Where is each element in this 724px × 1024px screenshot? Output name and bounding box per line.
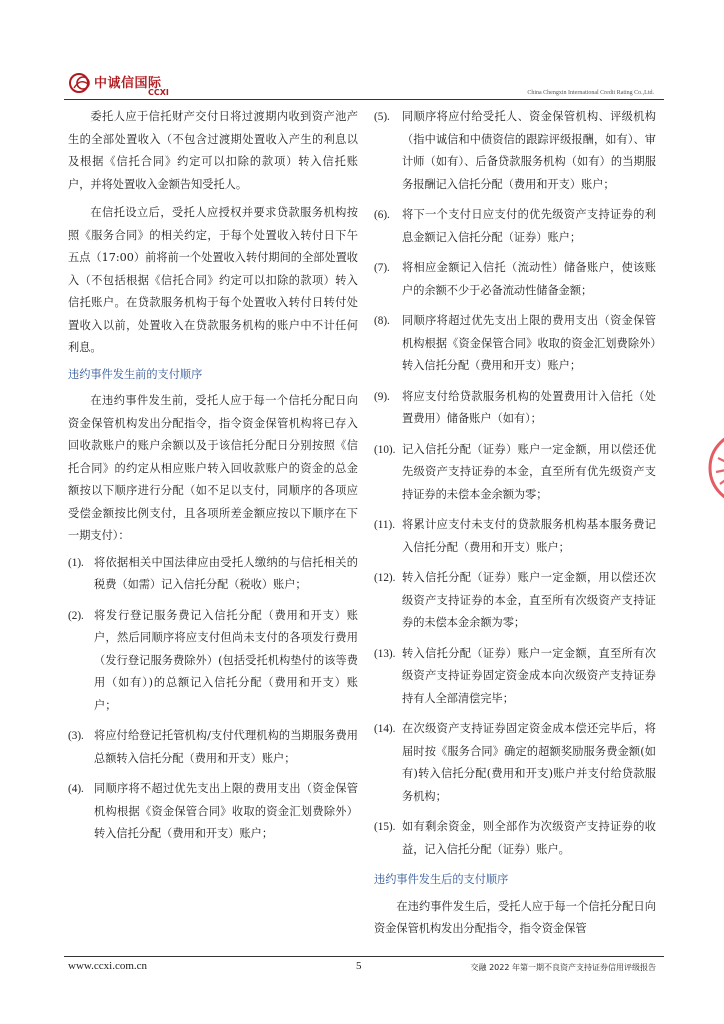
logo-text-cn: 中诚信国际 bbox=[94, 76, 162, 91]
list-item-number: (7). bbox=[374, 262, 390, 274]
list-item-text: 将累计应支付未支付的贷款服务机构基本服务费记入信托分配（费用和开支）账户； bbox=[402, 518, 656, 554]
report-title: 交融 2022 年第一期不良资产支持证券信用评级报告 bbox=[470, 963, 656, 972]
left-column bbox=[68, 106, 358, 854]
list-item bbox=[374, 643, 656, 711]
list-item-number: (12). bbox=[374, 572, 396, 584]
list-item bbox=[374, 257, 656, 302]
paragraph-servicer-transfer: 在信托设立后，受托人应授权并要求贷款服务机构按照《服务合同》的相关约定，于每个处置收入转付日下午五点（17:00）前将前一个处置收入转付期间的全部处置收入（不包括根据《信托合同》约定可以扣除的款项）转入信托账户。在贷款服务机构于每个处置收入转付日转付处置收入以前，处置收入在贷款服务机构的账户中不计任何利息。 bbox=[68, 206, 358, 354]
list-item-number: (14). bbox=[374, 723, 396, 735]
right-column bbox=[374, 106, 656, 945]
list-item-text: 将应支付给贷款服务机构的处置费用计入信托（处置费用）储备账户（如有）； bbox=[402, 389, 656, 425]
list-item-text: 同顺序将不超过优先支出上限的费用支出（资金保管机构根据《资金保管合同》收取的资金汇划费除外）转入信托分配（费用和开支）账户； bbox=[94, 782, 358, 840]
list-item bbox=[374, 386, 656, 431]
page-header bbox=[64, 70, 664, 102]
list-item-number: (11). bbox=[374, 519, 396, 531]
list-item-text: 将依据相关中国法律应由受托人缴纳的与信托相关的税费（如需）记入信托分配（税收）账户； bbox=[94, 555, 358, 591]
list-item bbox=[68, 552, 358, 597]
list-item-number: (13). bbox=[374, 647, 396, 660]
list-item-number: (8). bbox=[374, 315, 390, 327]
list-item-text: 同顺序将应付给受托人、资金保管机构、评级机构（指中诚信和中债资信的跟踪评级报酬，如有）、审计师（如有）、后备贷款服务机构（如有）的当期服务报酬记入信托分配（费用和开支）账户； bbox=[402, 110, 656, 191]
list-item-text: 同顺序将超过优先支出上限的费用支出（资金保管机构根据《资金保管合同》收取的资金汇划费除外）转入信托分配（费用和开支）账户； bbox=[402, 314, 656, 372]
footer-website-link[interactable]: www.ccxi.com.cn bbox=[68, 960, 148, 972]
list-item-number: (5). bbox=[374, 111, 390, 123]
list-item-text: 在次级资产支持证券固定资金成本偿还完毕后，将届时按《服务合同》确定的超额奖励服务费金额(如有)转入信托分配(费用和开支)账户并支付给贷款服务机构； bbox=[402, 722, 656, 803]
list-item-number: (10). bbox=[374, 443, 396, 456]
list-item-number: (3). bbox=[68, 730, 84, 742]
page-number: 5 bbox=[356, 960, 362, 972]
payment-order-list-right bbox=[374, 106, 656, 861]
list-item bbox=[374, 718, 656, 808]
paragraph-pre-default-order: 在违约事件发生前，受托人应于每一个信托分配日向资金保管机构发出分配指令，指令资金保管机构将已存入回收款账户的账户余额以及于该信托分配日分别按照《信托合同》的约定从相应账户转入回收款账户的资金的总金额按以下顺序进行分配（如不足以支付，同顺序的各项应受偿金额按比例支付，且各项所差金额应按以下顺序在下一期支付）： bbox=[68, 394, 358, 542]
payment-order-list-left bbox=[68, 552, 358, 846]
list-item-text: 转入信托分配（证券）账户一定金额，用以偿还次级资产支持证券的本金，直至所有次级资产支持证券的未偿本金余额为零； bbox=[402, 571, 656, 629]
logo-text-en: CCXI bbox=[148, 88, 169, 97]
company-name-en: China Chengxin International Credit Rating Co.,Ltd. bbox=[527, 90, 654, 96]
section-heading-pre-default: 违约事件发生前的支付顺序 bbox=[68, 367, 203, 381]
list-item-text: 将发行登记服务费记入信托分配（费用和开支）账户，然后同顺序将应支付但尚未支付的各项发行费用（发行登记服务费除外）(包括受托机构垫付的该等费用（如有）)的总额记入信托分配（费用和开支）账户； bbox=[94, 608, 358, 712]
list-item bbox=[68, 778, 358, 846]
list-item bbox=[374, 106, 656, 196]
list-item-text: 将应付给登记托管机构/支付代理机构的当期服务费用总额转入信托分配（费用和开支）账户； bbox=[94, 729, 358, 765]
list-item-text: 如有剩余资金，则全部作为次级资产支持证券的收益，记入信托分配（证券）账户。 bbox=[402, 820, 656, 856]
list-item-text: 记入信托分配（证券）账户一定金额，用以偿还优先级资产支持证券的本金，直至所有优先级资产支持证券的未偿本金余额为零； bbox=[402, 442, 656, 501]
header-divider bbox=[64, 99, 664, 100]
list-item-text: 将相应金额记入信托（流动性）储备账户，使该账户的余额不少于必备流动性储备金额； bbox=[402, 261, 656, 297]
seal-stamp-icon bbox=[706, 428, 724, 508]
ccxi-logo-icon bbox=[68, 70, 94, 96]
footer-divider bbox=[64, 956, 664, 957]
list-item-number: (1). bbox=[68, 556, 84, 569]
list-item bbox=[374, 816, 656, 861]
list-item bbox=[374, 514, 656, 559]
list-item-number: (4). bbox=[68, 783, 84, 795]
section-heading-post-default: 违约事件发生后的支付顺序 bbox=[374, 873, 509, 886]
list-item bbox=[374, 439, 656, 507]
list-item-number: (2). bbox=[68, 609, 84, 622]
list-item bbox=[374, 310, 656, 378]
paragraph-post-default-order: 在违约事件发生后，受托人应于每一个信托分配日向资金保管机构发出分配指令，指令资金保管 bbox=[374, 899, 656, 935]
paragraph-transition-income: 委托人应于信托财产交付日将过渡期内收到资产池产生的全部处置收入（不包含过渡期处置收入产生的利息以及根据《信托合同》约定可以扣除的款项）转入信托账户，并将处置收入金额告知受托人。 bbox=[68, 110, 358, 191]
list-item-text: 转入信托分配（证券）账户一定金额，直至所有次级资产支持证券固定资金成本向次级资产支持证券持有人全部清偿完毕； bbox=[402, 646, 656, 705]
list-item bbox=[374, 567, 656, 635]
list-item bbox=[374, 204, 656, 249]
list-item bbox=[68, 605, 358, 718]
list-item-number: (6). bbox=[374, 209, 390, 221]
list-item-number: (9). bbox=[374, 390, 390, 403]
list-item-text: 将下一个支付日应支付的优先级资产支持证券的利息金额记入信托分配（证券）账户； bbox=[402, 208, 656, 244]
list-item bbox=[68, 725, 358, 770]
list-item-number: (15). bbox=[374, 821, 396, 833]
